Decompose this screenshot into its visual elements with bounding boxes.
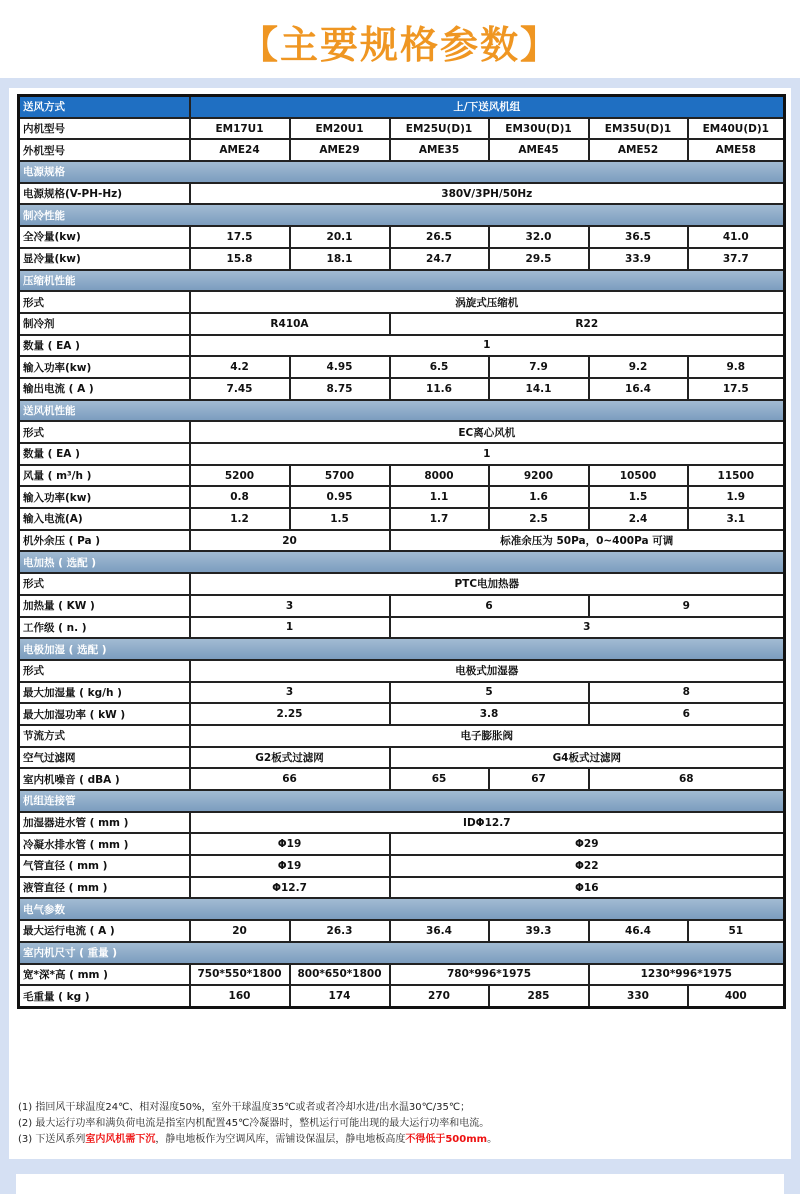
value-cell: AME29 bbox=[290, 139, 390, 161]
value-cell: 41.0 bbox=[688, 226, 785, 248]
row-label: 全冷量(kw) bbox=[19, 226, 190, 248]
section-header-row bbox=[19, 790, 785, 812]
section-header-row bbox=[19, 551, 785, 573]
footnote-text: (3) 下送风系列 bbox=[18, 1134, 86, 1145]
row-label: 机外余压 ( Pa ) bbox=[19, 530, 190, 552]
value-cell: EM20U1 bbox=[290, 118, 390, 140]
value-cell: 8000 bbox=[390, 465, 489, 487]
row-label: 送风方式 bbox=[19, 96, 190, 118]
table-row bbox=[19, 573, 785, 595]
table-row bbox=[19, 833, 785, 855]
value-cell: 9.2 bbox=[589, 356, 688, 378]
table-row bbox=[19, 183, 785, 205]
table-row bbox=[19, 421, 785, 443]
table-row bbox=[19, 985, 785, 1007]
value-cell: 20 bbox=[190, 920, 290, 942]
value-cell: 10500 bbox=[589, 465, 688, 487]
row-label: 宽*深*高 ( mm ) bbox=[19, 964, 190, 986]
row-label: 风量 ( m³/h ) bbox=[19, 465, 190, 487]
table-row bbox=[19, 486, 785, 508]
section-title: 室内机尺寸 ( 重量 ) bbox=[19, 942, 785, 964]
value-cell: 160 bbox=[190, 985, 290, 1007]
table-row bbox=[19, 964, 785, 986]
value-cell: AME58 bbox=[688, 139, 785, 161]
row-label: 加热量 ( KW ) bbox=[19, 595, 190, 617]
row-label: 形式 bbox=[19, 291, 190, 313]
value-cell: Φ12.7 bbox=[190, 877, 390, 899]
row-label: 工作级 ( n. ) bbox=[19, 617, 190, 639]
value-cell: 16.4 bbox=[589, 378, 688, 400]
table-header-row bbox=[19, 96, 785, 118]
section-title: 制冷性能 bbox=[19, 204, 785, 226]
value-cell: AME24 bbox=[190, 139, 290, 161]
section-header-row bbox=[19, 898, 785, 920]
table-row bbox=[19, 768, 785, 790]
value-cell: 1 bbox=[190, 335, 785, 357]
table-row bbox=[19, 682, 785, 704]
table-row bbox=[19, 378, 785, 400]
value-cell: 7.9 bbox=[489, 356, 589, 378]
value-cell: 2.25 bbox=[190, 703, 390, 725]
value-cell: EM17U1 bbox=[190, 118, 290, 140]
value-cell: Φ22 bbox=[390, 855, 785, 877]
value-cell: 285 bbox=[489, 985, 589, 1007]
row-label: 输入电流(A) bbox=[19, 508, 190, 530]
row-label: 电源规格(V-PH-Hz) bbox=[19, 183, 190, 205]
table-row bbox=[19, 855, 785, 877]
table-row bbox=[19, 335, 785, 357]
value-cell: EM40U(D)1 bbox=[688, 118, 785, 140]
value-cell: 1.7 bbox=[390, 508, 489, 530]
footnotes bbox=[18, 1100, 788, 1148]
value-cell: 3 bbox=[190, 682, 390, 704]
value-cell: 270 bbox=[390, 985, 489, 1007]
value-cell: 17.5 bbox=[190, 226, 290, 248]
row-label: 显冷量(kw) bbox=[19, 248, 190, 270]
row-label: 冷凝水排水管 ( mm ) bbox=[19, 833, 190, 855]
value-cell: Φ16 bbox=[390, 877, 785, 899]
value-cell: 1.9 bbox=[688, 486, 785, 508]
row-label: 最大运行电流 ( A ) bbox=[19, 920, 190, 942]
value-cell: 6 bbox=[390, 595, 589, 617]
row-label: 输入功率(kw) bbox=[19, 486, 190, 508]
row-label: 最大加湿量 ( kg/h ) bbox=[19, 682, 190, 704]
value-cell: 2.5 bbox=[489, 508, 589, 530]
row-label: 节流方式 bbox=[19, 725, 190, 747]
value-cell: 36.4 bbox=[390, 920, 489, 942]
row-label: 室内机噪音 ( dBA ) bbox=[19, 768, 190, 790]
value-cell: 9200 bbox=[489, 465, 589, 487]
table-row bbox=[19, 291, 785, 313]
value-cell: 2.4 bbox=[589, 508, 688, 530]
value-cell: 380V/3PH/50Hz bbox=[190, 183, 785, 205]
row-label: 输入功率(kw) bbox=[19, 356, 190, 378]
row-label: 加湿器进水管 ( mm ) bbox=[19, 812, 190, 834]
value-cell: 330 bbox=[589, 985, 688, 1007]
row-label: 气管直径 ( mm ) bbox=[19, 855, 190, 877]
row-label: 制冷剂 bbox=[19, 313, 190, 335]
value-cell: 750*550*1800 bbox=[190, 964, 290, 986]
table-row bbox=[19, 313, 785, 335]
section-title: 电极加湿 ( 选配 ) bbox=[19, 638, 785, 660]
table-row bbox=[19, 356, 785, 378]
section-title: 电气参数 bbox=[19, 898, 785, 920]
value-cell: 1.2 bbox=[190, 508, 290, 530]
row-label: 最大加湿功率 ( kW ) bbox=[19, 703, 190, 725]
value-cell: 0.95 bbox=[290, 486, 390, 508]
value-cell: AME35 bbox=[390, 139, 489, 161]
value-cell: 8 bbox=[589, 682, 785, 704]
table-row bbox=[19, 725, 785, 747]
footnote-text: 。 bbox=[487, 1134, 498, 1145]
table-row bbox=[19, 877, 785, 899]
value-cell: 174 bbox=[290, 985, 390, 1007]
table-row bbox=[19, 248, 785, 270]
value-cell: 32.0 bbox=[489, 226, 589, 248]
section-title: 机组连接管 bbox=[19, 790, 785, 812]
page-title: 【主要规格参数】 bbox=[239, 23, 560, 67]
value-cell: 36.5 bbox=[589, 226, 688, 248]
value-cell: 3.8 bbox=[390, 703, 589, 725]
value-cell: PTC电加热器 bbox=[190, 573, 785, 595]
value-cell: 780*996*1975 bbox=[390, 964, 589, 986]
value-cell: 33.9 bbox=[589, 248, 688, 270]
value-cell: Φ19 bbox=[190, 833, 390, 855]
value-cell: AME45 bbox=[489, 139, 589, 161]
row-label: 形式 bbox=[19, 421, 190, 443]
value-cell: 1.5 bbox=[290, 508, 390, 530]
value-cell: 20 bbox=[190, 530, 390, 552]
row-label: 毛重量 ( kg ) bbox=[19, 985, 190, 1007]
value-cell: EM25U(D)1 bbox=[390, 118, 489, 140]
section-title: 压缩机性能 bbox=[19, 270, 785, 292]
value-cell: 11.6 bbox=[390, 378, 489, 400]
table-row bbox=[19, 703, 785, 725]
next-panel bbox=[16, 1174, 784, 1194]
footnote-highlight: 不得低于500mm bbox=[405, 1134, 488, 1145]
value-cell: 15.8 bbox=[190, 248, 290, 270]
value-cell: 电极式加湿器 bbox=[190, 660, 785, 682]
value-cell: 4.95 bbox=[290, 356, 390, 378]
value-cell: EC离心风机 bbox=[190, 421, 785, 443]
value-cell: 涡旋式压缩机 bbox=[190, 291, 785, 313]
value-cell: 65 bbox=[390, 768, 489, 790]
section-header-row bbox=[19, 942, 785, 964]
section-header-row bbox=[19, 270, 785, 292]
value-cell: 17.5 bbox=[688, 378, 785, 400]
value-cell: 400 bbox=[688, 985, 785, 1007]
value-cell: 6 bbox=[589, 703, 785, 725]
section-header-row bbox=[19, 204, 785, 226]
value-cell: 5 bbox=[390, 682, 589, 704]
section-title: 电源规格 bbox=[19, 161, 785, 183]
value-cell: G4板式过滤网 bbox=[390, 747, 785, 769]
value-cell: 3 bbox=[190, 595, 390, 617]
value-cell: 8.75 bbox=[290, 378, 390, 400]
value-cell: 51 bbox=[688, 920, 785, 942]
value-cell: 11500 bbox=[688, 465, 785, 487]
table-row bbox=[19, 595, 785, 617]
value-cell: 5700 bbox=[290, 465, 390, 487]
section-header-row bbox=[19, 400, 785, 422]
value-cell: 26.3 bbox=[290, 920, 390, 942]
value-cell: EM30U(D)1 bbox=[489, 118, 589, 140]
value-cell: 上/下送风机组 bbox=[190, 96, 785, 118]
value-cell: 3 bbox=[390, 617, 785, 639]
footnote bbox=[18, 1132, 788, 1148]
table-row bbox=[19, 812, 785, 834]
value-cell: 0.8 bbox=[190, 486, 290, 508]
table-row bbox=[19, 617, 785, 639]
value-cell: 3.1 bbox=[688, 508, 785, 530]
value-cell: AME52 bbox=[589, 139, 688, 161]
row-label: 形式 bbox=[19, 660, 190, 682]
spec-table bbox=[17, 94, 786, 1009]
section-title: 电加热 ( 选配 ) bbox=[19, 551, 785, 573]
value-cell: G2板式过滤网 bbox=[190, 747, 390, 769]
value-cell: 68 bbox=[589, 768, 785, 790]
value-cell: 1230*996*1975 bbox=[589, 964, 785, 986]
section-header-row bbox=[19, 638, 785, 660]
footnote-text: (2) 最大运行功率和满负荷电流是指室内机配置45℃冷凝器时，整机运行可能出现的最大运行功率和电流。 bbox=[18, 1118, 490, 1129]
value-cell: 37.7 bbox=[688, 248, 785, 270]
table-row bbox=[19, 465, 785, 487]
row-label: 空气过滤网 bbox=[19, 747, 190, 769]
row-label: 液管直径 ( mm ) bbox=[19, 877, 190, 899]
value-cell: 29.5 bbox=[489, 248, 589, 270]
row-label: 数量 ( EA ) bbox=[19, 443, 190, 465]
title-banner bbox=[0, 0, 800, 78]
value-cell: 66 bbox=[190, 768, 390, 790]
value-cell: 1.1 bbox=[390, 486, 489, 508]
value-cell: 标准余压为 50Pa，0~400Pa 可调 bbox=[390, 530, 785, 552]
value-cell: 67 bbox=[489, 768, 589, 790]
value-cell: 1 bbox=[190, 443, 785, 465]
table-row bbox=[19, 226, 785, 248]
table-row bbox=[19, 443, 785, 465]
value-cell: Φ19 bbox=[190, 855, 390, 877]
value-cell: R22 bbox=[390, 313, 785, 335]
footnote bbox=[18, 1116, 788, 1132]
value-cell: 5200 bbox=[190, 465, 290, 487]
value-cell: 6.5 bbox=[390, 356, 489, 378]
table-row bbox=[19, 920, 785, 942]
section-header-row bbox=[19, 161, 785, 183]
table-row bbox=[19, 118, 785, 140]
value-cell: 1.6 bbox=[489, 486, 589, 508]
value-cell: 电子膨胀阀 bbox=[190, 725, 785, 747]
value-cell: 1 bbox=[190, 617, 390, 639]
row-label: 形式 bbox=[19, 573, 190, 595]
table-row bbox=[19, 139, 785, 161]
value-cell: 4.2 bbox=[190, 356, 290, 378]
table-row bbox=[19, 660, 785, 682]
table-row bbox=[19, 508, 785, 530]
table-row bbox=[19, 747, 785, 769]
value-cell: 14.1 bbox=[489, 378, 589, 400]
value-cell: IDΦ12.7 bbox=[190, 812, 785, 834]
value-cell: 24.7 bbox=[390, 248, 489, 270]
value-cell: 7.45 bbox=[190, 378, 290, 400]
row-label: 外机型号 bbox=[19, 139, 190, 161]
value-cell: 20.1 bbox=[290, 226, 390, 248]
value-cell: Φ29 bbox=[390, 833, 785, 855]
row-label: 输出电流 ( A ) bbox=[19, 378, 190, 400]
value-cell: 39.3 bbox=[489, 920, 589, 942]
row-label: 内机型号 bbox=[19, 118, 190, 140]
footnote bbox=[18, 1100, 788, 1116]
value-cell: 46.4 bbox=[589, 920, 688, 942]
footnote-highlight: 室内风机需下沉 bbox=[85, 1134, 156, 1145]
value-cell: 9.8 bbox=[688, 356, 785, 378]
footnote-text: ，静电地板作为空调风库，需铺设保温层，静电地板高度 bbox=[155, 1134, 406, 1145]
value-cell: 9 bbox=[589, 595, 785, 617]
value-cell: 18.1 bbox=[290, 248, 390, 270]
section-title: 送风机性能 bbox=[19, 400, 785, 422]
table-row bbox=[19, 530, 785, 552]
value-cell: 26.5 bbox=[390, 226, 489, 248]
value-cell: 800*650*1800 bbox=[290, 964, 390, 986]
value-cell: R410A bbox=[190, 313, 390, 335]
value-cell: EM35U(D)1 bbox=[589, 118, 688, 140]
row-label: 数量 ( EA ) bbox=[19, 335, 190, 357]
value-cell: 1.5 bbox=[589, 486, 688, 508]
footnote-text: (1) 指回风干球温度24℃、相对湿度50%，室外干球温度35℃或者或者冷却水进/出水温30℃/35℃； bbox=[18, 1102, 471, 1113]
